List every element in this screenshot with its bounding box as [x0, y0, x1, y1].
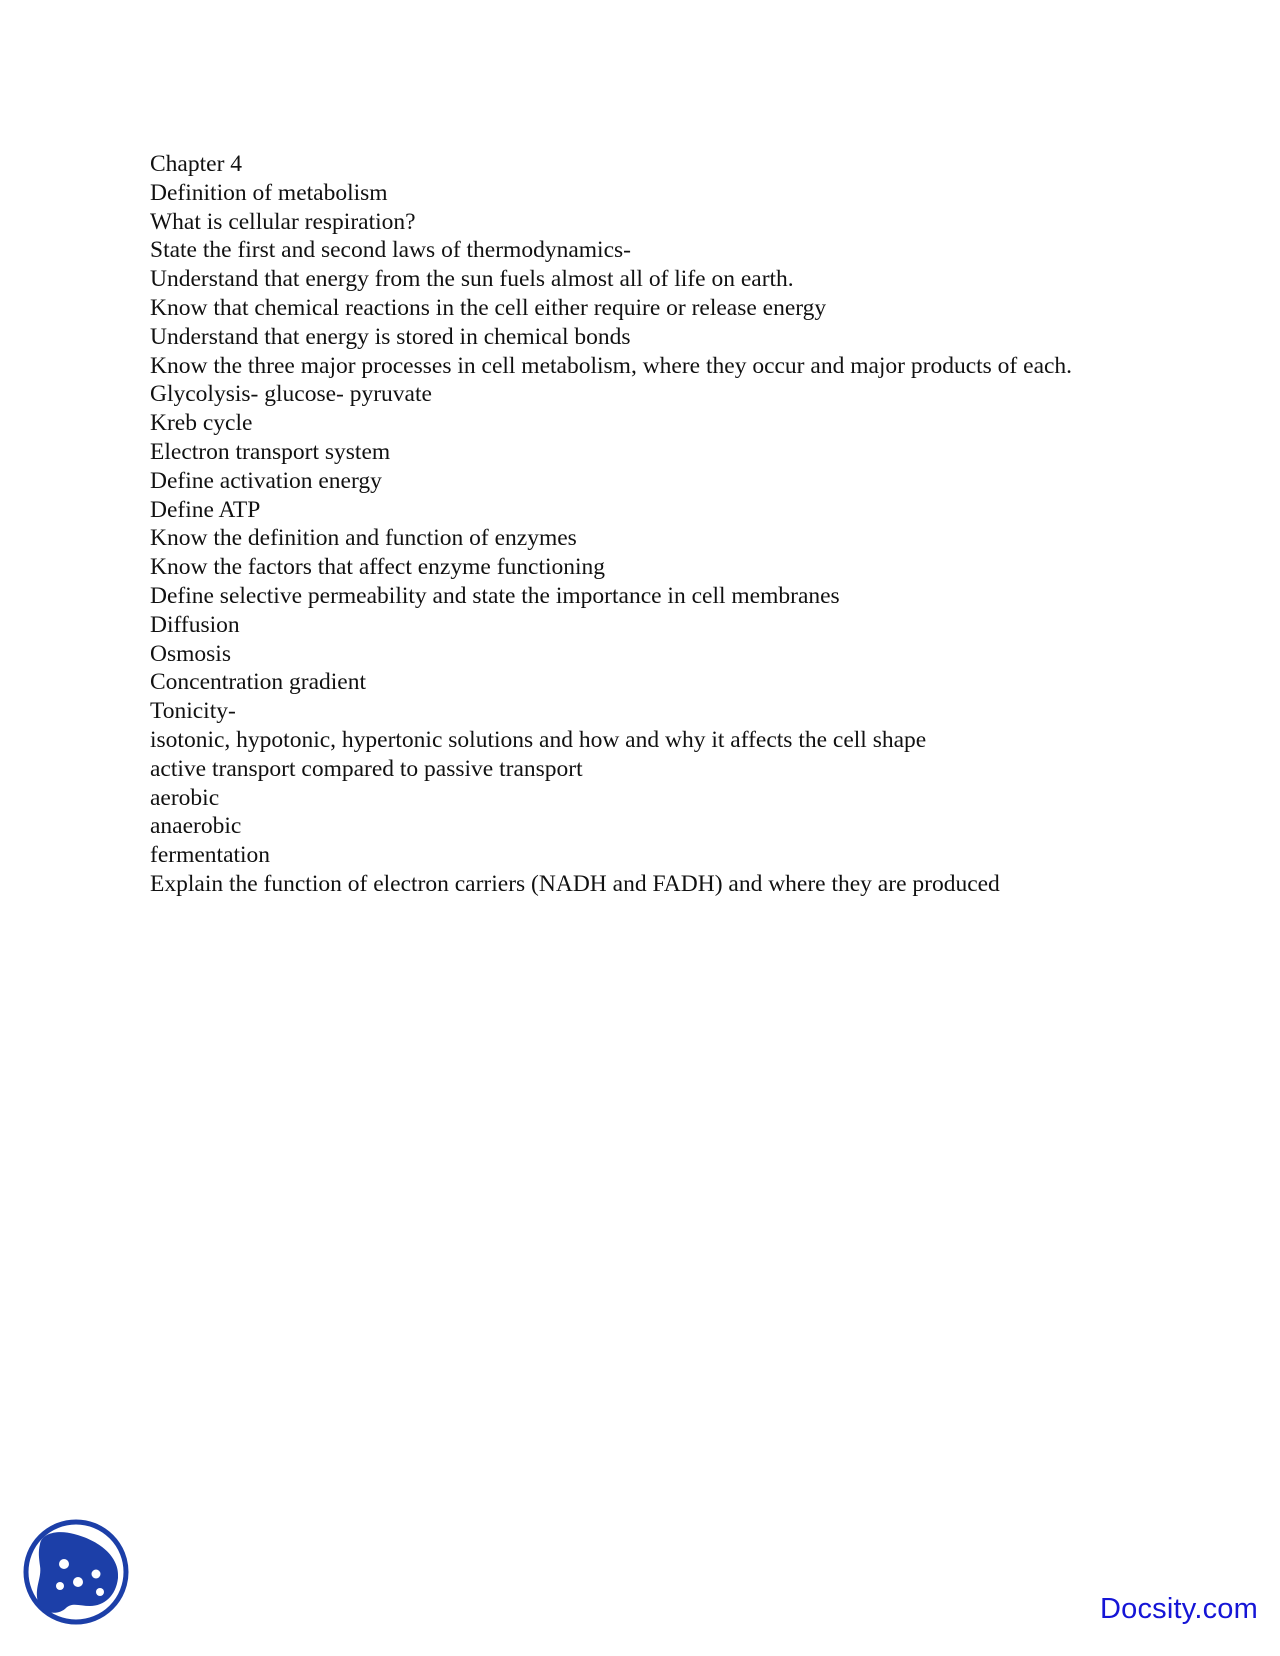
list-item: Understand that energy from the sun fuels almost all of life on earth.	[150, 266, 794, 293]
list-item: Kreb cycle	[150, 410, 253, 437]
list-item: What is cellular respiration?	[150, 208, 416, 235]
list-item: Explain the function of electron carriers (NADH and FADH) and where they are produced	[150, 870, 1000, 897]
list-item: Know the definition and function of enzymes	[150, 525, 577, 552]
list-item: State the first and second laws of thermodynamics-	[150, 237, 631, 264]
list-item: Know the three major processes in cell metabolism, where they occur and major products of each.	[150, 352, 1073, 379]
study-guide-list	[150, 150, 1080, 899]
chapter-heading: Chapter 4	[150, 151, 243, 177]
list-item: aerobic	[150, 784, 220, 811]
list-item: active transport compared to passive transport	[150, 755, 583, 782]
list-item: Define activation energy	[150, 467, 382, 494]
docsity-brand-link[interactable]: Docsity.com	[1100, 1593, 1258, 1625]
list-item: Understand that energy is stored in chemical bonds	[150, 323, 631, 350]
list-item: Tonicity-	[150, 698, 236, 725]
list-item: anaerobic	[150, 813, 242, 840]
list-item: fermentation	[150, 842, 271, 869]
list-item: Electron transport system	[150, 438, 391, 465]
docsity-logo-icon	[20, 1516, 132, 1628]
list-item: Diffusion	[150, 611, 240, 638]
list-item: Know that chemical reactions in the cell either require or release energy	[150, 294, 827, 321]
list-item: Concentration gradient	[150, 669, 366, 696]
list-item: Glycolysis- glucose- pyruvate	[150, 381, 432, 408]
list-item: isotonic, hypotonic, hypertonic solutions and how and why it affects the cell shape	[150, 726, 927, 753]
list-item: Definition of metabolism	[150, 179, 388, 206]
list-item: Osmosis	[150, 640, 231, 667]
list-item: Define ATP	[150, 496, 261, 523]
list-item: Know the factors that affect enzyme functioning	[150, 554, 606, 581]
list-item: Define selective permeability and state the importance in cell membranes	[150, 582, 840, 609]
